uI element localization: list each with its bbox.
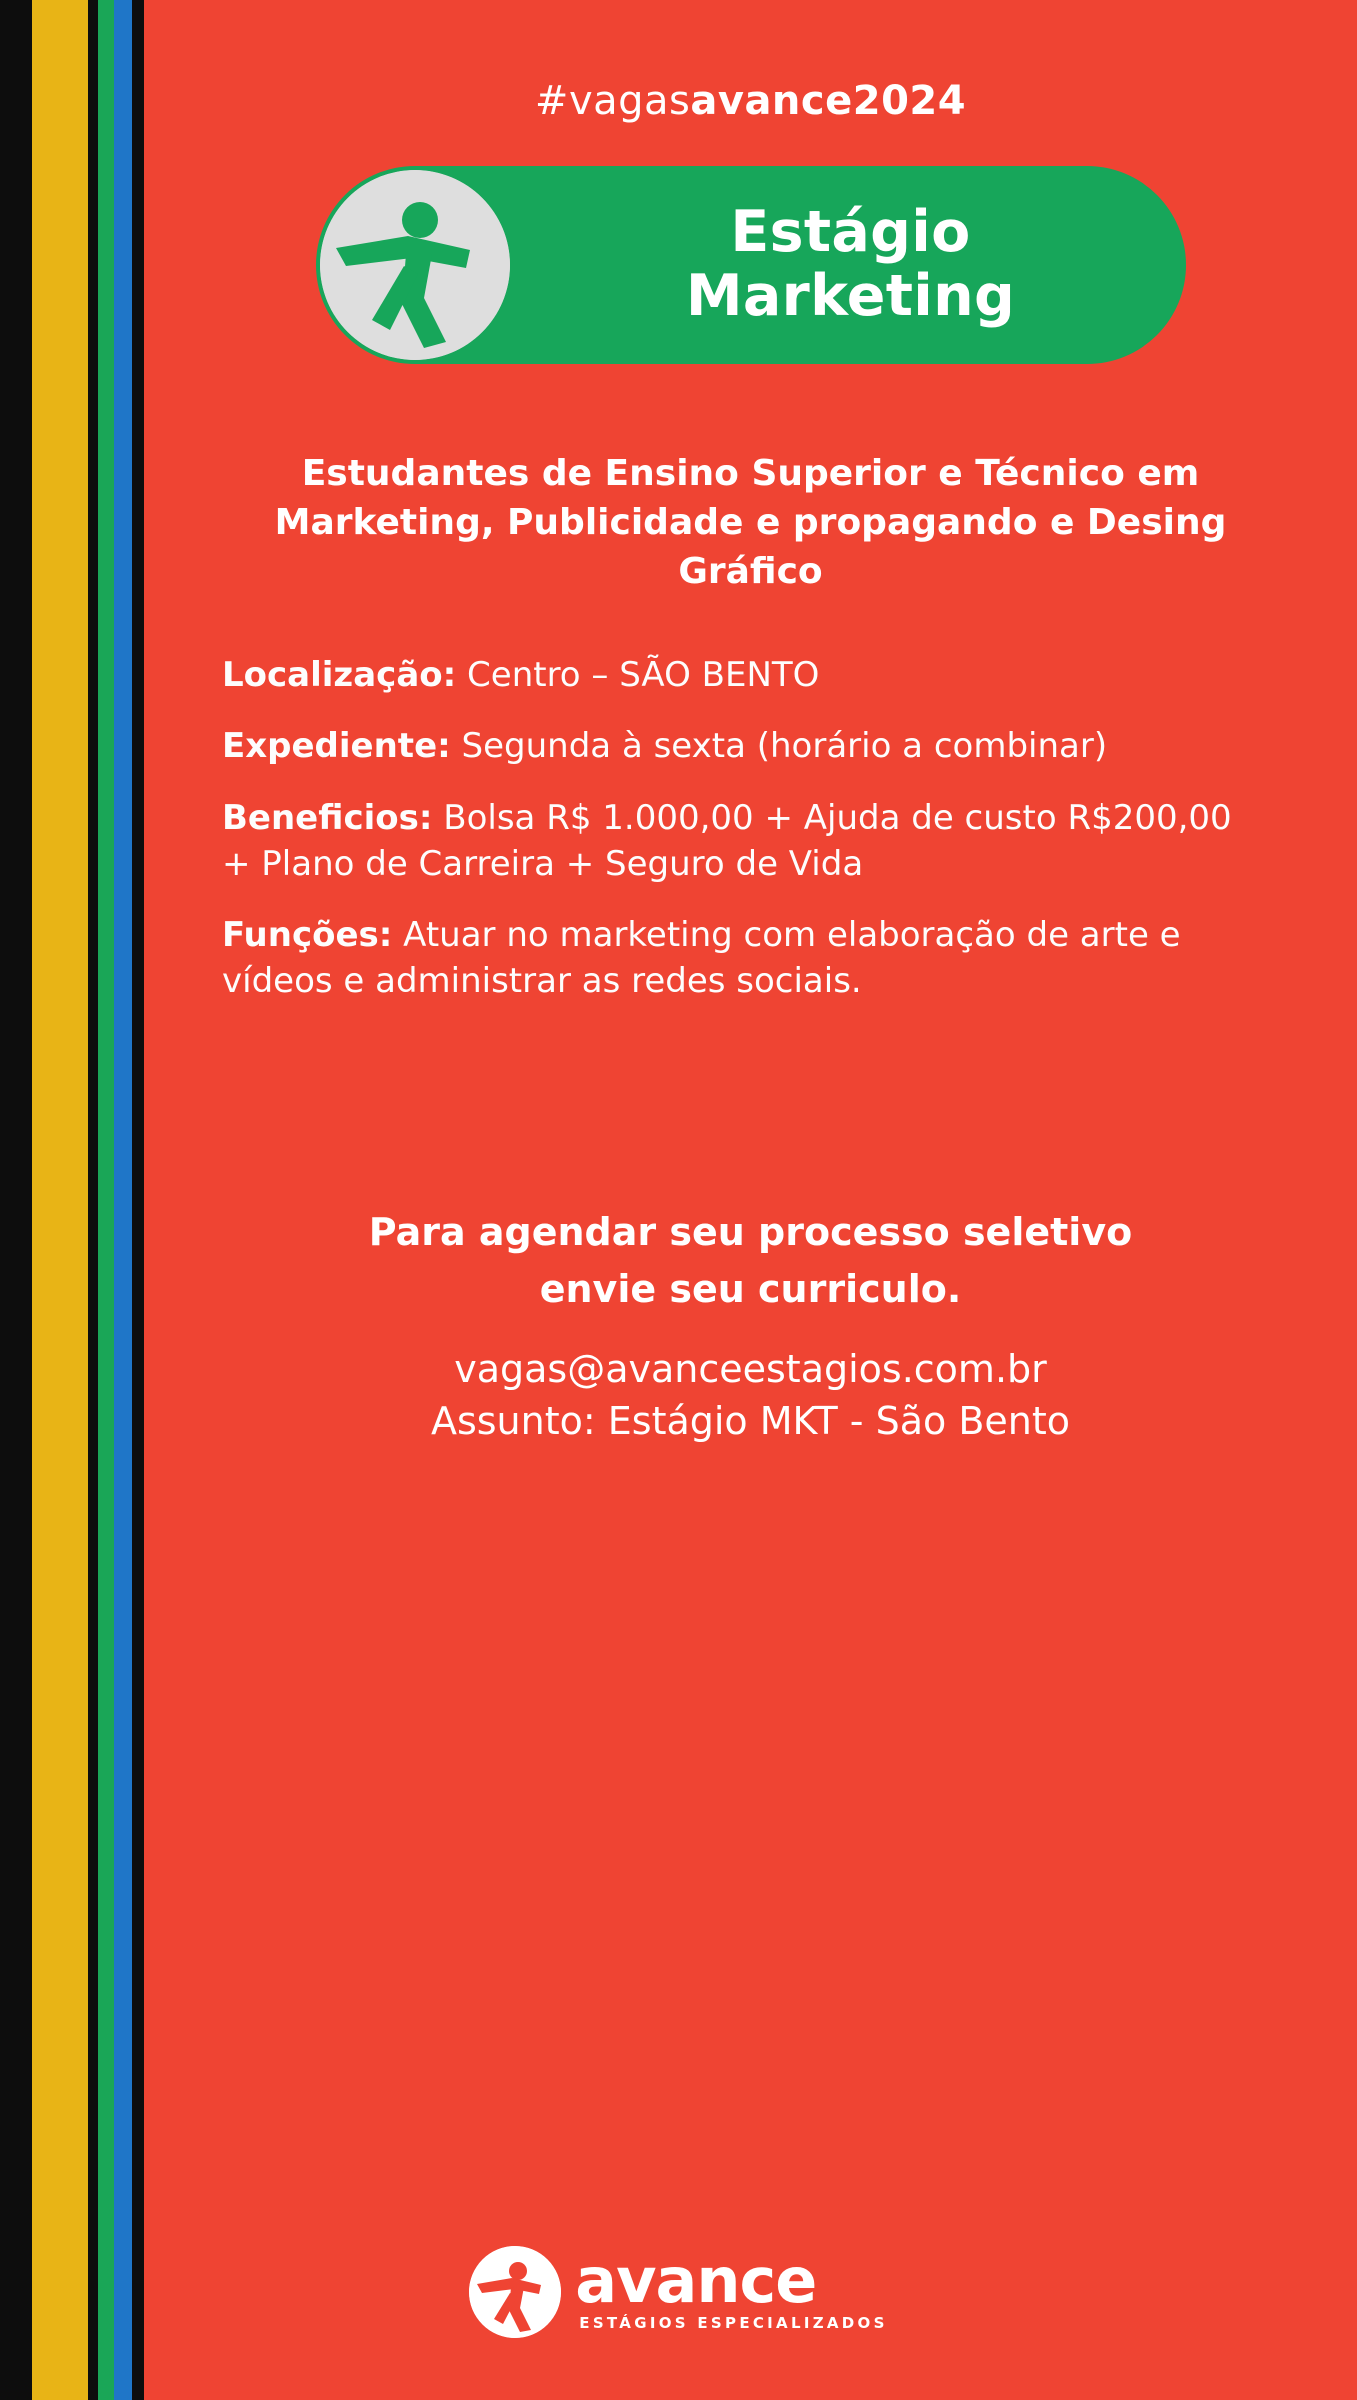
application-contact: [144, 1344, 1357, 1447]
detail-label: Funções:: [222, 915, 393, 956]
detail-row: [222, 653, 1237, 699]
footer-brand-tagline: ESTÁGIOS ESPECIALIZADOS: [579, 2314, 888, 2333]
cta-line1: Para agendar seu processo seletivo: [368, 1210, 1133, 1255]
campaign-hashtag: [144, 78, 1357, 124]
detail-row: [222, 796, 1237, 887]
decorative-stripe-black-right: [132, 0, 144, 2400]
decorative-stripe-blue: [114, 0, 132, 2400]
avance-person-icon: [320, 170, 510, 360]
hashtag-bold-part: avance2024: [690, 78, 967, 124]
role-badge-line1: Estágio: [730, 199, 971, 266]
footer-wordmark: [575, 2243, 888, 2333]
cta-line2: envie seu curriculo.: [539, 1267, 962, 1312]
detail-value: Segunda à sexta (horário a combinar): [461, 726, 1108, 767]
poster-content: [144, 0, 1357, 2400]
decorative-stripe-green: [98, 0, 114, 2400]
detail-row: [222, 724, 1237, 770]
role-badge-wrapper: [144, 166, 1357, 364]
role-badge-line2: Marketing: [685, 263, 1016, 329]
decorative-stripe-black-middle: [88, 0, 98, 2400]
footer-brand-name: avance: [575, 2243, 817, 2317]
detail-value: Centro – SÃO BENTO: [467, 654, 820, 695]
detail-value: Bolsa R$ 1.000,00 + Ajuda de custo R$200,00 + Plano de Carreira + Seguro de Vida: [222, 797, 1232, 884]
application-subject: Assunto: Estágio MKT - São Bento: [430, 1398, 1071, 1443]
decorative-stripe-yellow: [32, 0, 88, 2400]
hashtag-light-part: #vagas: [534, 78, 691, 124]
call-to-action: [234, 1204, 1267, 1318]
detail-label: Beneficios:: [222, 797, 433, 838]
footer-branding: [0, 2243, 1357, 2338]
requirements-headline: Estudantes de Ensino Superior e Técnico em Marketing, Publicidade e propagando e Desing Gráfico: [274, 453, 1227, 592]
detail-value: Atuar no marketing com elaboração de arte e vídeos e administrar as redes sociais.: [222, 915, 1181, 1001]
role-badge: [316, 166, 1186, 364]
decorative-stripe-black-left: [0, 0, 32, 2400]
person-running-icon: [469, 2246, 561, 2338]
detail-label: Expediente:: [222, 726, 451, 767]
detail-label: Localização:: [222, 654, 457, 695]
detail-row: [222, 913, 1237, 1004]
job-details-list: [222, 653, 1357, 1004]
application-email[interactable]: vagas@avanceestagios.com.br: [454, 1347, 1047, 1392]
